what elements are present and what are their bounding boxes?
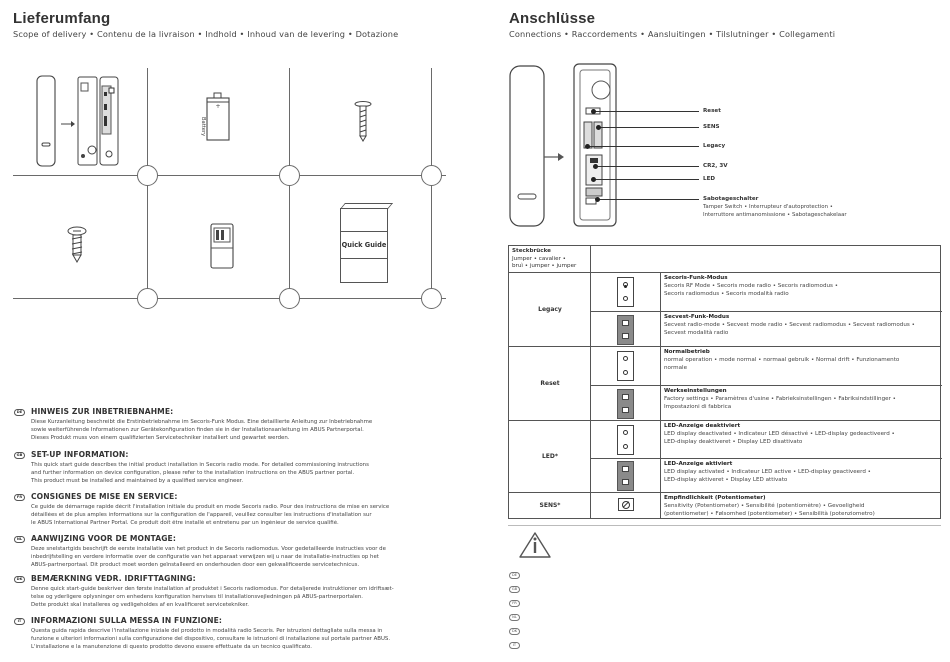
grid-divider	[13, 175, 446, 176]
callout-legacy: Legacy	[703, 143, 726, 149]
table-row: Empfindlichkeit (Potentiometer) Sensitivity (Potentiometer) • Sensibilité (potentiomètre) • Gevoeligheid (potentiometer) • Følsomhed (potentiometer) • Sensibilità (potenziometro)	[591, 493, 942, 519]
notice-body: Questa guida rapida descrive l'installazione iniziale del prodotto in modalità radio Secoris. Per istruzioni dettagliate sulla messa in funzione e ulteriori informazioni sulla configurazione del dispositivo, consultare le istruzioni di installazione sul portale partner ABUS. L'installazione e la manutenzione di questo prodotto devono essere effettuate da un tecnico qualificato.	[31, 628, 391, 650]
table-group-sens	[508, 493, 941, 519]
grid-divider	[13, 298, 446, 299]
table-row: Normalbetrieb normal operation • mode normal • normaal gebruik • Normal drift • Funzionamento normale	[591, 347, 942, 385]
notice-title: INFORMAZIONI SULLA MESSA IN FUNZIONE:	[31, 616, 223, 625]
flag-badge-de: DE	[14, 409, 25, 416]
group-label: LED*	[541, 453, 559, 460]
scope-of-delivery-page	[0, 0, 462, 662]
notice-body: Deze snelstartgids beschrijft de eerste installatie van het product in de Secoris radiomodus. Voor gedetailleerde instructies voor de inbedrijfstelling en verdere informatie over de configuratie van het apparaat verwijzen wij u naar de installatie-instructies op het ABUS-partnerportaal. Dit product moet worden geïnstalleerd en onderhouden door een gekwalificeerde servicetechnicus.	[31, 546, 386, 568]
table-row: Secoris-Funk-Modus Secoris RF Mode • Secoris mode radio • Secoris radiomodus • Secoris radiomodus • Secoris modalità radio	[591, 273, 942, 311]
potentiometer-icon	[618, 498, 634, 511]
table-row: Secvest-Funk-Modus Secvest radio-mode • Secvest mode radio • Secvest radiomodus • Secvest radiomodus • Secvest modalità radio	[591, 311, 942, 347]
notice-title: HINWEIS ZUR INBETRIEBNAHME:	[31, 407, 174, 416]
table-header-title: Steckbrücke	[512, 248, 551, 254]
notice-title: BEMÆRKNING VEDR. IDRIFTTAGNING:	[31, 574, 196, 583]
jumper-closed-icon	[617, 315, 634, 345]
notice-title: CONSIGNES DE MISE EN SERVICE:	[31, 492, 178, 501]
jumper-open-icon	[617, 351, 634, 381]
item-marker	[137, 288, 158, 309]
quick-guide-label: Quick Guide	[341, 241, 387, 249]
flag-badge-dk: DK	[14, 576, 25, 583]
battery-label: Battery	[200, 117, 206, 137]
battery-illustration	[204, 92, 232, 142]
jumper-open-icon	[617, 277, 634, 307]
table-group-legacy	[508, 273, 941, 347]
flag-badge-de: DE	[509, 572, 520, 579]
jumper-closed-icon	[617, 461, 634, 491]
flag-badge-fr: FR	[14, 494, 25, 501]
flag-badge-it: IT	[14, 618, 25, 625]
svg-text:+: +	[215, 103, 221, 110]
notice-body: Diese Kurzanleitung beschreibt die Erstinbetriebnahme im Secoris-Funk Modus. Eine detaillierte Anleitung zur Inbetriebnahme sowie weiterführende Informationen zur Gerätekonfiguration finden sie in der Installationsanleitung im ABUS Partnerportal. Dieses Produkt muss von einem qualifizierten Servicetechniker installiert und gewartet werden.	[31, 419, 373, 441]
page-title: Lieferumfang	[13, 10, 111, 27]
device-connections-illustration	[506, 60, 641, 230]
flag-badge-gb: GB	[509, 586, 520, 593]
table-row: Werkseinstellungen Factory settings • Paramètres d'usine • Fabrieksinstellingen • Fabriksindstillinger • Impostazioni di fabbrica	[591, 385, 942, 421]
wall-plug-icon	[208, 220, 238, 272]
callout-reset: Reset	[703, 108, 721, 114]
flag-badge-nl: NL	[14, 536, 25, 543]
callout-led: LED	[703, 176, 716, 182]
notice-body: Denne quick start-guide beskriver den første installation af produktet i Secoris radiomodus. For detaljerede instruktioner om idriftsæt- telse og yderligere oplysninger om enhedens konfiguration henvises til installationsvejledningen på ABUS-partnerportalen. Dette produkt skal installeres og vedligeholdes af en kvalificeret servicetekniker.	[31, 586, 394, 608]
table-group-reset	[508, 347, 941, 421]
item-marker	[137, 165, 158, 186]
screw-icon	[352, 100, 374, 142]
page-subtitle: Connections • Raccordements • Aansluitingen • Tilslutninger • Collegamenti	[509, 29, 836, 39]
notice-body: Ce guide de démarrage rapide décrit l'installation initiale du produit en mode Secoris radio. Pour des instructions de mise en service détaillées et de plus amples informations sur la configuration de l'appareil, veuillez consulter les instructions d'installation sur le ABUS International Partner Portal. Ce produit doit être installé et entretenu par un ingénieur de service qualifié.	[31, 504, 390, 526]
table-row: LED-Anzeige deaktiviert LED display deactivated • Indicateur LED désactivé • LED-display gedeactiveerd • LED-display deaktiveret • Display LED disattivato	[591, 421, 942, 458]
item-marker	[279, 165, 300, 186]
notice-title: AANWIJZING VOOR DE MONTAGE:	[31, 534, 176, 543]
group-label: SENS*	[539, 502, 561, 509]
item-marker	[421, 288, 442, 309]
callout-battery: CR2, 3V	[703, 163, 728, 169]
table-row: LED-Anzeige aktiviert LED display activated • Indicateur LED active • LED-display geactiveerd • LED-display aktiveret • Display LED attivato	[591, 458, 942, 493]
quick-guide-booklet	[340, 208, 388, 283]
item-marker	[279, 288, 300, 309]
note-divider	[508, 525, 941, 526]
sensor-illustration	[25, 72, 125, 172]
notice-body: This quick start guide describes the initial product installation in Secoris radio mode. For detailed commissioning instructions and further information on device configuration, please refer to the installation instructions on the ABUS partner portal. This product must be installed and maintained by a qualified service engineer.	[31, 462, 369, 484]
flag-badge-fr: FR	[509, 600, 520, 607]
page-title: Anschlüsse	[509, 10, 596, 27]
jumper-table	[508, 245, 941, 517]
callout-sens: SENS	[703, 124, 720, 130]
group-label: Reset	[540, 380, 560, 387]
item-marker	[421, 165, 442, 186]
callout-tamper: Sabotageschalter	[703, 196, 759, 202]
flag-badge-it: IT	[509, 642, 520, 649]
notice-title: SET-UP INFORMATION:	[31, 450, 129, 459]
screw-icon	[66, 226, 88, 266]
table-group-led	[508, 421, 941, 493]
table-header-row: Steckbrücke Jumper • cavalier • bruì • jumper • jumper	[508, 246, 941, 273]
flag-badge-dk: DK	[509, 628, 520, 635]
group-label: Legacy	[538, 306, 562, 313]
info-icon	[518, 531, 552, 559]
callout-tamper-sub: Tamper Switch • Interrupteur d'autoprotection • Interruttore antimanomissione • Sabotageschakelaar	[703, 204, 847, 218]
page-subtitle: Scope of delivery • Contenu de la livraison • Indhold • Inhoud van de levering • Dotazione	[13, 29, 399, 39]
connections-page	[488, 0, 950, 662]
jumper-closed-icon	[617, 389, 634, 419]
flag-badge-nl: NL	[509, 614, 520, 621]
jumper-open-icon	[617, 425, 634, 455]
flag-badge-gb: GB	[14, 452, 25, 459]
